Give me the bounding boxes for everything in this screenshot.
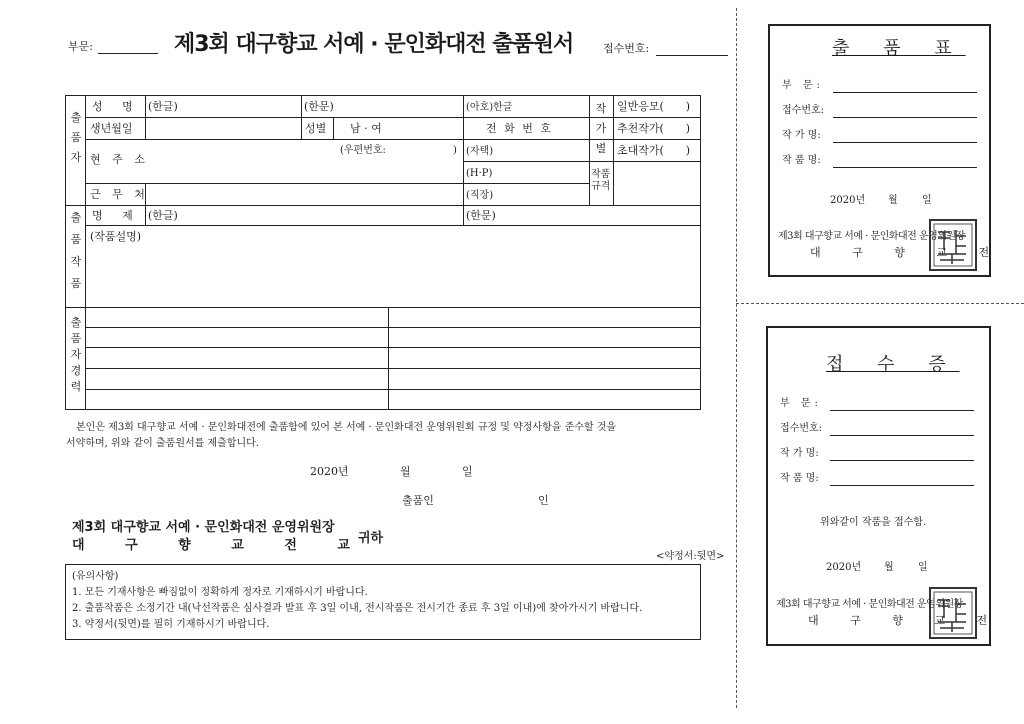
receipt-dept-label: 부 문: <box>780 398 822 409</box>
ticket-artist-label: 작 가 명: <box>782 130 821 141</box>
receipt-no-label-2: 접수번호: <box>780 423 823 434</box>
work-title-label: 명 제 <box>92 209 141 222</box>
note-1: 1. 모든 기재사항은 빠짐없이 정확하게 정자로 기재하시기 바랍니다. <box>72 587 368 598</box>
work-hangul-label: (한글) <box>148 209 178 222</box>
gender-label: 성별 <box>305 122 327 135</box>
receipt-date-year: 2020년 <box>826 562 862 573</box>
note-3: 3. 약정서(뒷면)를 필히 기재하시기 바랍니다. <box>72 619 270 630</box>
ticket-artist-field[interactable] <box>833 142 977 143</box>
ticket-org-line-2: 대 구 향 교 전 <box>810 246 1004 259</box>
date-day: 일 <box>462 465 473 478</box>
applicant-section-label: 출 품 자 <box>70 111 82 164</box>
pledge-text-1: 본인은 제3회 대구향교 서예 · 문인화대전에 출품함에 있어 본 서예 · 문인화대전 운영위원회 규정 및 약정사항을 준수할 것을 <box>76 422 617 433</box>
receipt-confirm-text: 위와같이 작품을 접수함. <box>820 517 927 528</box>
ticket-receipt-label: 접수번호: <box>782 105 825 116</box>
name-label: 성 명 <box>92 100 141 113</box>
option-recommended[interactable]: 추천작가( ) <box>617 122 691 135</box>
home-phone-label: (자택) <box>466 146 494 157</box>
artist-type-label: 작 가 별 <box>595 102 607 155</box>
receipt-date-month: 월 <box>884 562 894 573</box>
dept-field[interactable] <box>98 53 158 54</box>
ticket-dept-field[interactable] <box>833 92 977 93</box>
form-title: 제3회 대구향교 서예 · 문인화대전 출품원서 <box>174 32 574 57</box>
postal-close: ) <box>453 145 457 156</box>
pledge-reference: <약정서:뒷면> <box>656 551 725 562</box>
artwork-section-label: 출 품 작 품 <box>70 211 82 290</box>
notes-title: (유의사항) <box>72 571 119 582</box>
work-description-label: (작품설명) <box>90 230 142 243</box>
cut-line-vertical <box>736 8 737 708</box>
ticket-dept-label: 부 문: <box>782 80 824 91</box>
honorific: 귀하 <box>358 531 384 546</box>
option-general[interactable]: 일반응모( ) <box>617 100 691 113</box>
applicant-sign-label: 출품인 <box>402 494 434 507</box>
work-hanja-label: (한문) <box>466 209 496 222</box>
official-seal-icon <box>928 586 978 640</box>
ticket-work-field[interactable] <box>833 167 977 168</box>
receipt-artist-label: 작 가 명: <box>780 448 819 459</box>
mobile-phone-label: (H·P) <box>466 168 493 179</box>
receipt-title: 접 수 증 <box>826 354 960 375</box>
work-size-label: 작품규격 <box>591 169 611 192</box>
name-hangul-label: (한글) <box>148 100 178 113</box>
ticket-date-day: 일 <box>922 195 932 206</box>
ticket-date-month: 월 <box>888 195 898 206</box>
gender-options[interactable]: 남 · 여 <box>350 122 382 135</box>
receipt-work-field[interactable] <box>830 485 974 486</box>
pledge-text-2: 서약하며, 위와 같이 출품원서를 제출합니다. <box>66 438 259 449</box>
official-seal-icon <box>928 218 978 272</box>
committee-line-2: 대 구 향 교 전 교 <box>72 538 368 553</box>
name-hanja-label: (한문) <box>304 100 334 113</box>
pen-name-label: (아호)한글 <box>466 102 513 113</box>
dept-label: 부문: <box>68 40 93 53</box>
date-month: 월 <box>400 465 411 478</box>
ticket-title: 출 품 표 <box>832 38 966 59</box>
receipt-date-day: 일 <box>918 562 928 573</box>
ticket-receipt-field[interactable] <box>833 117 977 118</box>
seal-label: 인 <box>538 494 549 507</box>
receipt-artist-field[interactable] <box>830 460 974 461</box>
receipt-no-field[interactable] <box>656 55 728 56</box>
ticket-work-label: 작 품 명: <box>782 155 821 166</box>
receipt-dept-field[interactable] <box>830 410 974 411</box>
office-phone-label: (직장) <box>466 190 494 201</box>
note-2: 2. 출품작품은 소정기간 내(낙선작품은 심사결과 발표 후 3일 이내, 전시작품은 전시기간 종료 후 3일 이내)에 찾아가시기 바랍니다. <box>72 603 643 614</box>
ticket-date-year: 2020년 <box>830 195 866 206</box>
birth-label: 생년월일 <box>90 122 133 135</box>
ticket-org-line-1: 제3회 대구향교 서예 · 문인화대전 운영위원장 <box>778 231 965 242</box>
date-year: 2020년 <box>310 465 349 478</box>
workplace-label: 근 무 처 <box>90 188 149 201</box>
phone-label: 전 화 번 호 <box>486 122 553 135</box>
cut-line-horizontal <box>736 303 1024 304</box>
receipt-no-field-2[interactable] <box>830 435 974 436</box>
committee-line-1: 제3회 대구향교 서예 · 문인화대전 운영위원장 <box>72 520 335 535</box>
career-section-label: 출 품 자 경 력 <box>70 316 82 393</box>
receipt-work-label: 작 품 명: <box>780 473 819 484</box>
receipt-no-label: 접수번호: <box>603 42 650 55</box>
address-label: 현 주 소 <box>90 153 149 166</box>
option-invited[interactable]: 초대작가( ) <box>617 144 691 157</box>
postal-label: (우편번호: <box>340 145 386 156</box>
receipt-org-line-2: 대 구 향 교 전 <box>808 614 1002 627</box>
receipt-org-line-1: 제3회 대구향교 서예 · 문인화대전 운영위원장 <box>776 599 963 610</box>
